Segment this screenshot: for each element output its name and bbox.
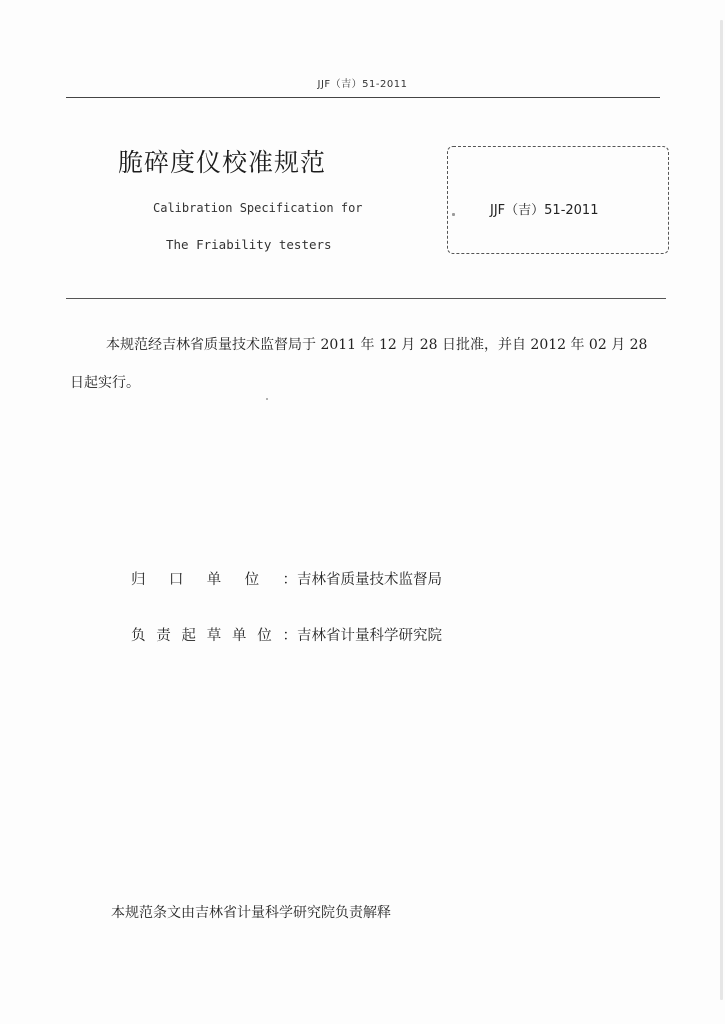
drafting-unit-label bbox=[131, 624, 297, 645]
header-rule bbox=[66, 97, 660, 98]
label-char: 归 bbox=[131, 572, 146, 588]
scan-speck bbox=[266, 398, 268, 400]
label-char: 位 bbox=[244, 572, 260, 588]
interpretation-note: 本规范条文由吉林省计量科学研究院负责解释 bbox=[111, 905, 391, 921]
label-char: 草 bbox=[206, 628, 222, 644]
title-english-line-2: The Friability testers bbox=[166, 237, 332, 252]
approval-paragraph: 本规范经吉林省质量技术监督局于 2011 年 12 月 28 日批准，并自 2012 年 02 月 28 日起实行。 bbox=[70, 337, 648, 391]
scan-edge bbox=[720, 20, 723, 1000]
standard-code-box-text: JJF（吉）51-2011 bbox=[490, 203, 599, 218]
title-separator-rule bbox=[66, 298, 666, 299]
label-char: 口 bbox=[168, 572, 184, 588]
label-char: 单 bbox=[232, 628, 247, 644]
drafting-unit-value: 吉林省计量科学研究院 bbox=[297, 628, 442, 644]
label-char: 负 bbox=[131, 628, 146, 644]
label-char: 位 bbox=[257, 628, 272, 644]
responsible-unit-label bbox=[131, 568, 297, 589]
responsible-unit-row bbox=[131, 568, 442, 589]
label-char: 责 bbox=[156, 628, 171, 644]
title-chinese: 脆碎度仪校准规范 bbox=[118, 148, 327, 177]
label-char: ： bbox=[282, 628, 297, 644]
label-char: 单 bbox=[206, 572, 222, 588]
drafting-unit-row bbox=[131, 624, 442, 645]
responsible-unit-value: 吉林省质量技术监督局 bbox=[297, 572, 442, 588]
label-char: 起 bbox=[181, 628, 196, 644]
title-english-line-1: Calibration Specification for bbox=[153, 201, 363, 215]
header-standard-code: JJF（吉）51-2011 bbox=[317, 79, 408, 90]
label-char: ： bbox=[282, 572, 297, 588]
scan-speck bbox=[452, 213, 455, 216]
